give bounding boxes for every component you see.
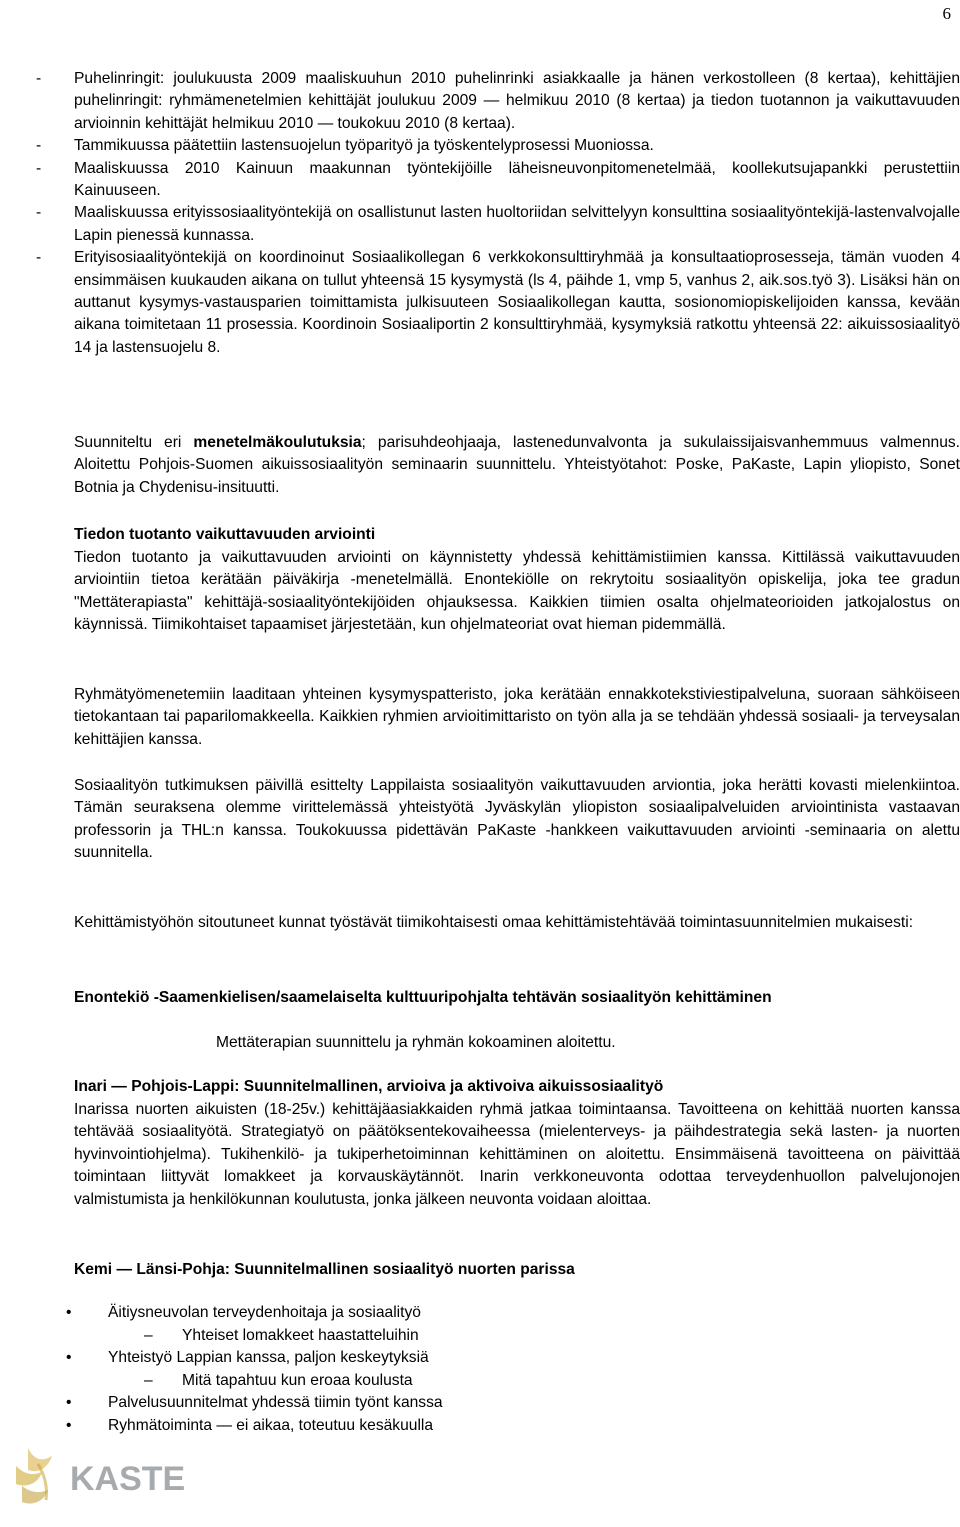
dash-marker: -	[36, 249, 42, 267]
bullet-marker: •	[66, 1394, 72, 1412]
enontekio-text: Mettäterapian suunnittelu ja ryhmän kokoaminen aloitettu.	[216, 1034, 616, 1051]
list-item	[36, 247, 960, 359]
kemi-heading: Kemi — Länsi-Pohja: Suunnitelmallinen sosiaalityö nuorten parissa	[74, 1261, 575, 1278]
list-item	[66, 1347, 443, 1370]
list-item	[36, 68, 960, 135]
list-item-text: Tammikuussa päätettiin lastensuojelun työparityö ja työskentelyprosessi Muoniossa.	[74, 137, 654, 155]
kemi-list	[66, 1302, 443, 1438]
list-item-text: Palvelusuunnitelmat yhdessä tiimin työnt kanssa	[108, 1394, 443, 1412]
evaluation-paragraph-2: Ryhmätyömenetemiin laaditaan yhteinen kysymyspatteristo, joka kerätään ennakkotekstiviestipalveluna, suoraan sähköiseen tietokantaan tai paparilomakkeella. Kaikkien ryhmien arvioitimittaristo on työn alla ja se tehdään yhdessä sosiaali- ja terveysalan kehittäjien kanssa.	[74, 686, 960, 748]
list-item-text: Maaliskuussa erityissosiaalityöntekijä on osallistunut lasten huoltoriidan selvittelyyn konsulttina sosiaalityöntekijä-lastenvalvojalle Lapin pienessä kunnassa.	[74, 204, 960, 244]
subdash-marker: –	[144, 1371, 153, 1389]
page-number: 6	[942, 4, 951, 23]
training-bold: menetelmäkoulutuksia	[193, 434, 362, 451]
inari-heading: Inari — Pohjois-Lappi: Suunnitelmallinen, arvioiva ja aktivoiva aikuissosiaalityö	[74, 1078, 664, 1095]
list-item-text: Erityisosiaalityöntekijä on koordinoinut Sosiaalikollegan 6 verkkokonsulttiryhmää ja konsultaatioprosesseja, tämän vuoden 4 ensimmäisen kuukauden aikana on tullut yhteensä 15 kysymystä (ls 4, päihde 1, vmp 5, vanhus 2, aik.sos.työ 3). Lisäksi hän on auttanut kysymys-vastausparien toimittamista julkisuuteen Sosiaalikollegan kautta, sosionomiopiskelijoiden kanssa, kevään aikana toimitetaan 11 prosessia. Koordinoin Sosiaaliportin 2 konsulttiryhmää, kysymyksiä ratkottu yhteensä 22: aikuissosiaalityö 14 ja lastensuojelu 8.	[74, 249, 960, 356]
list-item-text: Puhelinringit: joulukuusta 2009 maaliskuuhun 2010 puhelinrinki asiakkaalle ja hänen verkostolleen (8 kertaa), kehittäjien puhelinringit: ryhmämenetelmien kehittäjät joulukuu 2009 — helmikuu 2010 (8 kertaa) ja tiedon tuotannon ja vaikuttavuuden arvioinnin kehittäjät helmikuu 2010 — toukokuu 2010 (8 kertaa).	[74, 70, 960, 132]
intro-list	[36, 68, 960, 359]
evaluation-paragraph-1: Tiedon tuotanto ja vaikuttavuuden arviointi on käynnistetty yhdessä kehittämistiimien kanssa. Kittilässä vaikuttavuuden arviointiin tietoa kerätään päiväkirja -menetelmällä. Enontekiölle on rekrytoitu sosiaalityön opiskelija, joka tee gradun "Mettäterapiasta" kehittäjä-sosiaalityöntekijöiden ohjauksessa. Kaikkien tiimien osalta ohjelmateorioiden jatkojalostus on käynnissä. Tiimikohtaiset tapaamiset järjestetään, kun ohjelmateoriat ovat hieman pidemmällä.	[74, 549, 960, 634]
list-item	[66, 1302, 443, 1325]
list-item	[36, 135, 960, 157]
dash-marker: -	[36, 204, 42, 222]
list-item	[66, 1415, 443, 1438]
sub-list-item	[66, 1325, 443, 1348]
dash-marker: -	[36, 159, 42, 177]
training-prefix: Suunniteltu eri	[74, 434, 194, 451]
list-item	[66, 1392, 443, 1415]
list-item-text: Ryhmätoiminta — ei aikaa, toteutuu kesäkuulla	[108, 1416, 434, 1434]
kaste-logo	[8, 1440, 218, 1520]
training-paragraph	[74, 432, 960, 499]
bullet-marker: •	[66, 1416, 72, 1434]
training-rest: ; parisuhdeohjaaja, lastenedunvalvonta ja sukulaissijaisvanhemmuus valmennus. Aloitettu Pohjois-Suomen aikuissosiaalityön seminaarin suunnittelu. Yhteistyötahot: Poske, PaKaste, Lapin yliopisto, Sonet Botnia ja Chydenisu-insituutti.	[74, 434, 960, 496]
municipalities-intro: Kehittämistyöhön sitoutuneet kunnat työstävät tiimikohtaisesti omaa kehittämistehtävää toimintasuunnitelmien mukaisesti:	[74, 914, 914, 931]
list-item	[36, 158, 960, 203]
enontekio-heading: Enontekiö -Saamenkielisen/saamelaiselta kulttuuripohjalta tehtävän sosiaalityön kehittäminen	[74, 989, 772, 1006]
dash-marker: -	[36, 70, 42, 87]
bullet-marker: •	[66, 1349, 72, 1367]
sub-list-item-text: Mitä tapahtuu kun eroaa koulusta	[182, 1371, 413, 1389]
inari-text: Inarissa nuorten aikuisten (18-25v.) kehittäjäasiakkaiden ryhmä jatkaa toimintaansa. Tavoitteena on kehittää nuorten kanssa tehtävää sosiaalityötä. Strategiatyö on päätöksentekovaiheessa (mielenterveys- ja päihdestrategia sekä lasten- ja nuorten hyvinvointiohjelma). Tukihenkilö- ja tukiperhetoiminnan kehittäminen on aloitettu. Ensimmäisenä tavoitteena on päivittää toimintaan liittyvät lomakkeet ja korvauskäytännöt. Inarin verkkoneuvonta odottaa terveydenhuollon palvelujonojen valmistumista ja henkilökunnan koulutusta, jonka jälkeen neuvonta voidaan aloittaa.	[74, 1101, 960, 1208]
sub-list-item	[66, 1370, 443, 1393]
bullet-marker: •	[66, 1304, 72, 1321]
evaluation-paragraph-3: Sosiaalityön tutkimuksen päivillä esittelty Lappilaista sosiaalityön vaikuttavuuden arviontia, joka herätti kovasti mielenkiintoa. Tämän seuraksena olemme virittelemässä yhteistyötä Jyväskylän yliopiston sosiaalipalveluiden arviointinista vastaavan professorin ja THL:n kanssa. Toukokuussa pidettävän PaKaste -hankkeen vaikuttavuuden arviointi -seminaaria on alettu suunnitella.	[74, 777, 960, 862]
list-item-text: Maaliskuussa 2010 Kainuun maakunnan työntekijöille läheisneuvonpitomenetelmää, koollekutsujapankki perustettiin Kainuuseen.	[74, 159, 960, 200]
dash-marker: -	[36, 137, 42, 155]
kaste-logo-text: KASTE	[70, 1460, 186, 1498]
sub-list-item-text: Yhteiset lomakkeet haastatteluihin	[182, 1326, 419, 1344]
list-item	[36, 202, 960, 247]
kaste-logo-mark	[16, 1448, 52, 1504]
list-item-text: Yhteistyö Lappian kanssa, paljon keskeytyksiä	[108, 1349, 429, 1367]
evaluation-heading: Tiedon tuotanto vaikuttavuuden arviointi	[74, 526, 376, 543]
subdash-marker: –	[144, 1326, 153, 1344]
list-item-text: Äitiysneuvolan terveydenhoitaja ja sosiaalityö	[108, 1304, 421, 1321]
